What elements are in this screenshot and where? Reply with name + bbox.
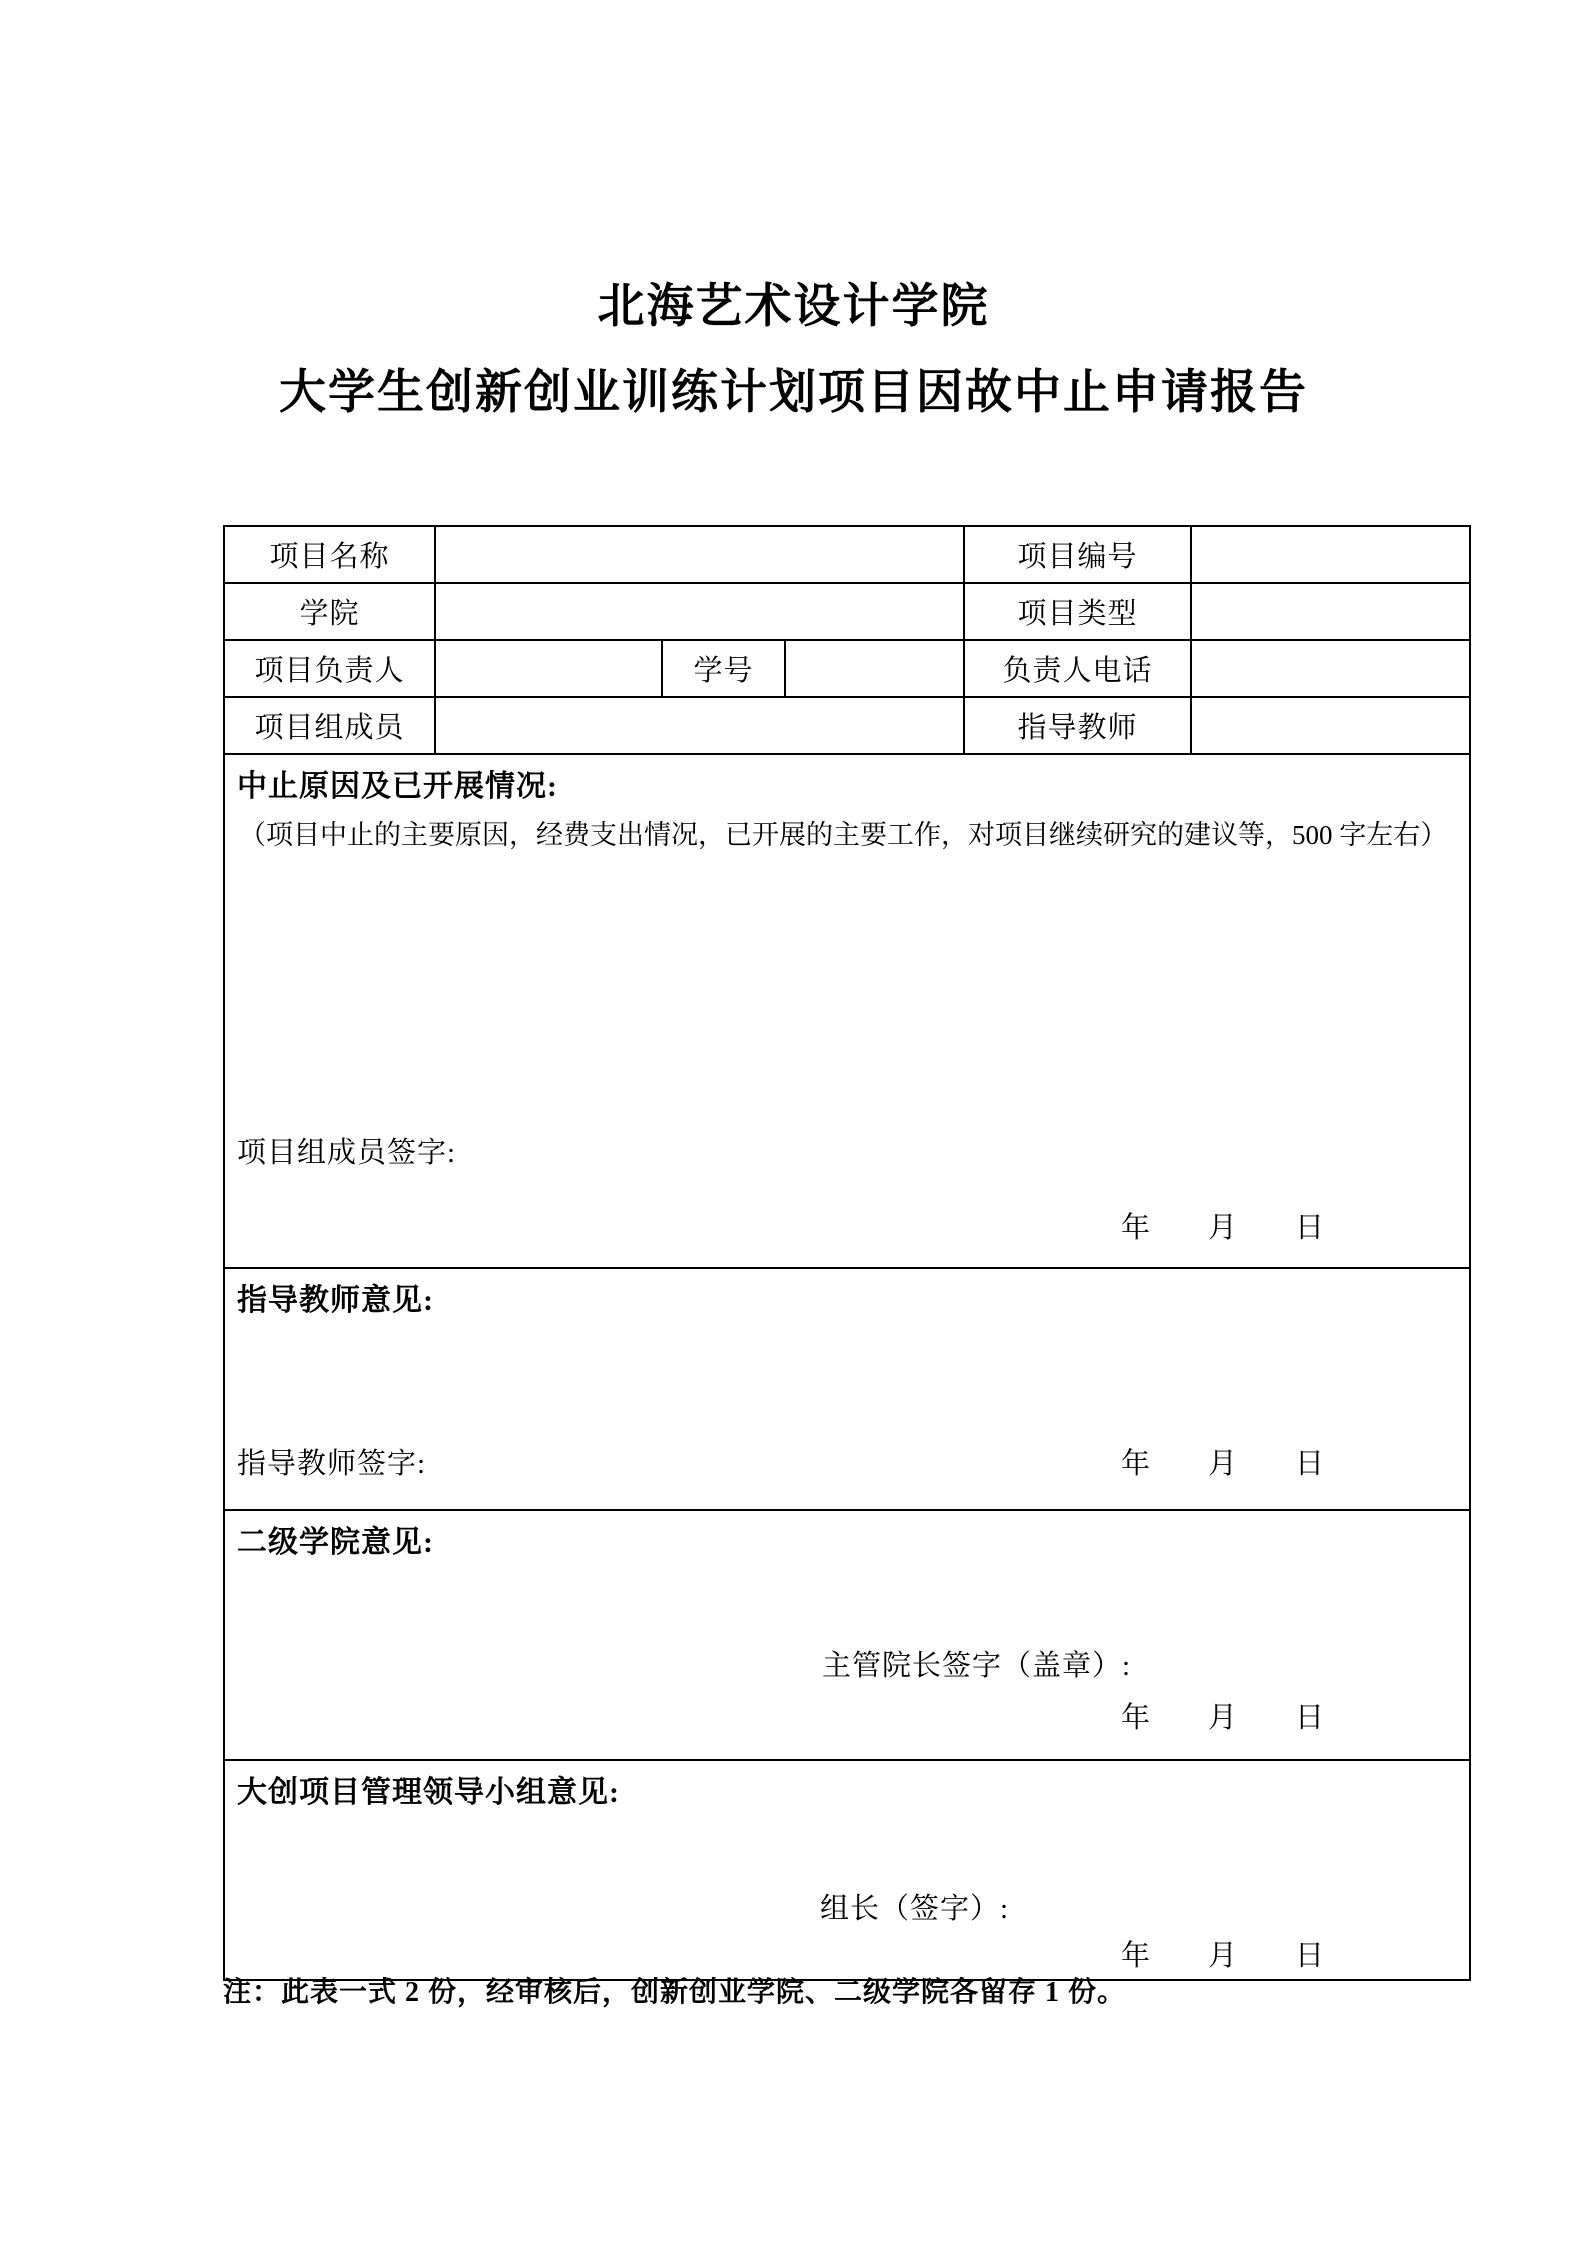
members-signature-label: 项目组成员签字:: [237, 1137, 457, 1169]
committee-opinion-heading: 大创项目管理领导小组意见:: [237, 1776, 620, 1809]
leader-phone-label: 负责人电话: [964, 640, 1191, 697]
project-type-label: 项目类型: [964, 583, 1191, 640]
row-leader: [224, 640, 1470, 697]
application-form-table: [223, 525, 1471, 1981]
project-no-label: 项目编号: [964, 526, 1191, 583]
project-name-input-cell[interactable]: [435, 526, 964, 583]
student-id-input-cell[interactable]: [785, 640, 964, 697]
project-type-input-cell[interactable]: [1191, 583, 1470, 640]
row-termination-section: [224, 754, 1470, 1268]
project-no-input-cell[interactable]: [1191, 526, 1470, 583]
row-project-name: [224, 526, 1470, 583]
college-opinion-area[interactable]: [224, 1510, 1470, 1760]
project-name-label: 项目名称: [224, 526, 435, 583]
leader-label: 项目负责人: [224, 640, 435, 697]
college-opinion-date-line: 年 月 日: [1121, 1702, 1325, 1734]
student-id-label: 学号: [662, 640, 785, 697]
row-college: [224, 583, 1470, 640]
advisor-opinion-heading: 指导教师意见:: [237, 1284, 434, 1317]
committee-opinion-area[interactable]: [224, 1760, 1470, 1980]
doc-title-college: 北海艺术设计学院: [597, 281, 990, 333]
advisor-signature-label: 指导教师签字:: [237, 1448, 427, 1480]
members-label: 项目组成员: [224, 697, 435, 754]
college-opinion-heading: 二级学院意见:: [237, 1526, 434, 1559]
group-leader-signature-label: 组长（签字）:: [820, 1893, 1010, 1925]
advisor-opinion-area[interactable]: [224, 1268, 1470, 1510]
termination-hint: （项目中止的主要原因，经费支出情况，已开展的主要工作，对项目继续研究的建议等，500 字左右）: [239, 820, 1448, 850]
committee-date-line: 年 月 日: [1121, 1940, 1325, 1972]
row-members: [224, 697, 1470, 754]
members-input-cell[interactable]: [435, 697, 964, 754]
leader-phone-input-cell[interactable]: [1191, 640, 1470, 697]
advisor-label: 指导教师: [964, 697, 1191, 754]
advisor-input-cell[interactable]: [1191, 697, 1470, 754]
row-college-opinion-section: [224, 1510, 1470, 1760]
leader-input-cell[interactable]: [435, 640, 662, 697]
termination-heading: 中止原因及已开展情况:: [237, 770, 558, 803]
doc-title-report: 大学生创新创业训练计划项目因故中止申请报告: [279, 367, 1308, 419]
college-input-cell[interactable]: [435, 583, 964, 640]
row-committee-opinion-section: [224, 1760, 1470, 1980]
advisor-date-line: 年 月 日: [1121, 1448, 1325, 1480]
termination-reason-area[interactable]: [224, 754, 1470, 1268]
footnote: 注：此表一式 2 份，经审核后，创新创业学院、二级学院各留存 1 份。: [223, 1977, 1127, 2008]
row-advisor-opinion-section: [224, 1268, 1470, 1510]
termination-date-line: 年 月 日: [1121, 1212, 1325, 1244]
college-label: 学院: [224, 583, 435, 640]
dean-signature-label: 主管院长签字（盖章）:: [822, 1650, 1132, 1682]
